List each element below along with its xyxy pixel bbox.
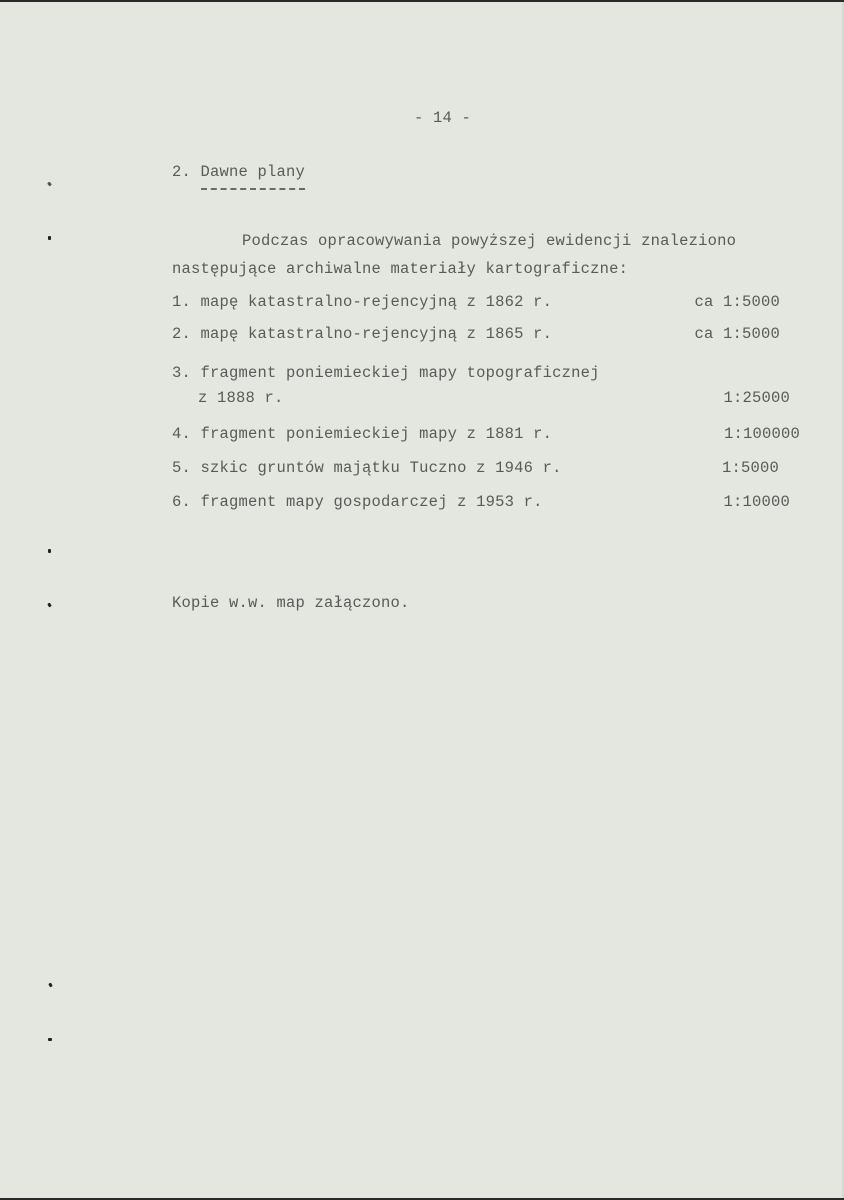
margin-mark (48, 1038, 52, 1041)
page-number: - 14 - (414, 109, 472, 127)
section-heading (172, 162, 305, 182)
margin-mark (47, 603, 52, 608)
item-scale: 1:100000 (723, 425, 800, 443)
item-text: fragment mapy gospodarczej z 1953 r. (200, 493, 543, 511)
item-text: mapę katastralno-rejencyjną z 1865 r. (200, 325, 553, 343)
document-page (0, 2, 844, 1198)
margin-mark (48, 983, 53, 988)
item-text: mapę katastralno-rejencyjną z 1862 r. (200, 293, 553, 311)
item-scale: ca 1:5000 (694, 293, 780, 311)
margin-mark (48, 549, 51, 553)
item-number: 3. (172, 364, 192, 382)
closing-note: Kopie w.w. map załączono. (172, 594, 410, 612)
item-number: 5. (172, 459, 192, 477)
margin-mark (47, 182, 52, 187)
list-item (172, 363, 600, 383)
item-scale: 1:5000 (721, 459, 779, 477)
intro-line-2: następujące archiwalne materiały kartograficzne: (172, 260, 629, 278)
item-text: szkic gruntów majątku Tuczno z 1946 r. (200, 459, 562, 477)
item-number: 4. (172, 425, 192, 443)
item-number: 1. (172, 293, 192, 311)
section-title: Dawne plany (200, 163, 306, 181)
item-number: 6. (172, 493, 192, 511)
item-text: fragment poniemieckiej mapy z 1881 r. (200, 425, 553, 443)
margin-mark (48, 236, 51, 240)
item-text: fragment poniemieckiej mapy topograficznej (200, 364, 600, 382)
item-number: 2. (172, 325, 192, 343)
item-scale: 1:10000 (723, 493, 790, 511)
item-scale: 1:25000 (723, 389, 790, 407)
item-scale: ca 1:5000 (694, 325, 780, 343)
section-number: 2. (172, 163, 192, 181)
item-text-continuation: z 1888 r. (198, 389, 284, 407)
intro-line-1: Podczas opracowywania powyższej ewidencji znaleziono (242, 232, 737, 250)
